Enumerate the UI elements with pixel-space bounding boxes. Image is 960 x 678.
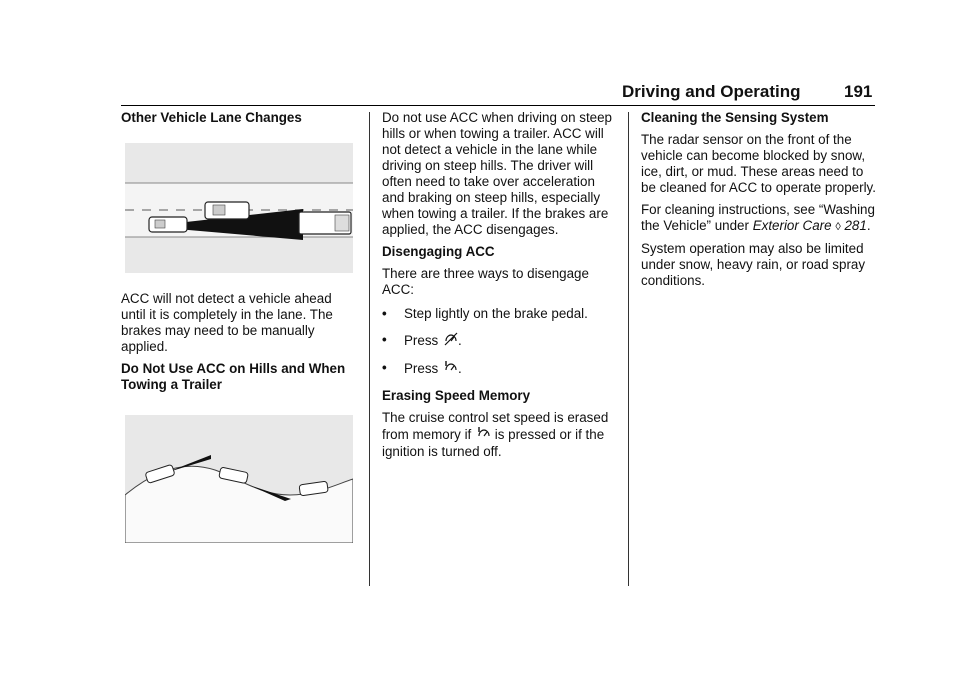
heading-erasing: Erasing Speed Memory [382,388,531,403]
column-1 [121,110,359,561]
cruise-onoff-icon [477,426,491,444]
bullet-mark: • [382,360,387,375]
exterior-care-link[interactable]: Exterior Care [752,218,832,233]
column-divider-1 [369,112,370,586]
bullet-cancel [382,332,620,350]
reference-arrow-icon: ◊ [835,221,841,233]
bullet-onoff [382,360,620,378]
heading-hills-trailer: Do Not Use ACC on Hills and When Towing a Trailer [121,361,346,392]
column-2 [382,110,620,466]
cruise-onoff-icon [444,360,458,378]
bullet-onoff-suffix: . [457,361,462,376]
cruise-cancel-icon [444,332,458,350]
bullet-cancel-text: Press [404,333,439,348]
para-limited-operation: System operation may also be limited under snow, heavy rain, or road spray conditions. [641,241,866,288]
heading-disengaging: Disengaging ACC [382,244,495,259]
heading-cleaning: Cleaning the Sensing System [641,110,829,125]
bullet-mark: • [382,306,387,321]
para-radar: The radar sensor on the front of the vehicle can become blocked by snow, ice, dirt, or mud. These areas need to be cleaned for ACC to operate properly. [641,132,876,195]
para-cleaning-a: For cleaning instructions, see “Washing the Vehicle” under [641,202,875,233]
para-erasing [382,410,620,460]
bullet-mark: • [382,332,387,347]
para-cleaning-instructions [641,202,877,235]
para-cleaning-end: . [866,218,871,233]
bullet-brake-text: Step lightly on the brake pedal. [404,306,588,321]
column-divider-2 [628,112,629,586]
page-number: 191 [844,82,873,101]
bullet-brake [382,306,620,322]
para-erasing-b: is pressed or if the ignition is turned off. [382,427,605,459]
column-3 [641,110,877,295]
page-header [0,82,960,108]
bullet-onoff-text: Press [404,361,439,376]
section-title: Driving and Operating [622,82,801,101]
lane-change-illustration [125,143,353,273]
para-lane-detect: ACC will not detect a vehicle ahead until it is completely in the lane. The brakes may need to be manually applied. [121,291,333,354]
para-three-ways: There are three ways to disengage ACC: [382,266,589,297]
heading-lane-changes: Other Vehicle Lane Changes [121,110,302,125]
header-rule [121,105,875,106]
para-hills: Do not use ACC when driving on steep hills or when towing a trailer. ACC will not detect a vehicle in the lane while driving on steep hills. The driver will often need to take over acceleration and braking on steep hills, especially when towing a trailer. If the brakes are applied, the ACC disengages. [382,110,613,237]
bullet-cancel-suffix: . [457,333,462,348]
reference-page[interactable]: 281 [844,218,867,233]
hill-illustration [125,415,353,543]
para-erasing-a: The cruise control set speed is erased from memory if [382,410,609,442]
